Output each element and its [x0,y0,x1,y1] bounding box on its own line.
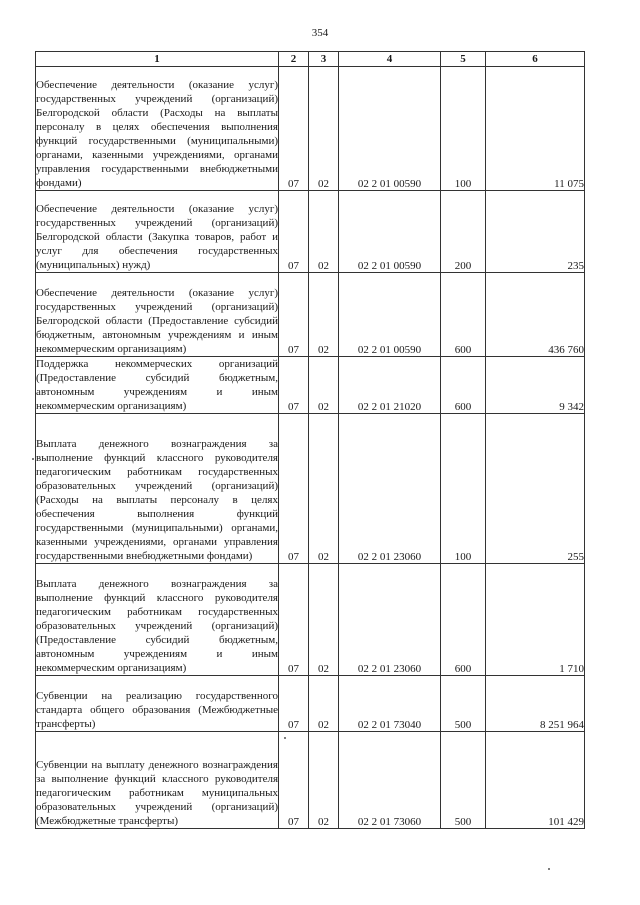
row-section: 07 [279,67,309,191]
row-section: 07 [279,357,309,414]
table-row [36,414,585,564]
row-target-article: 02 2 01 73060 [339,732,441,829]
row-description: Субвенции на выплату денежного вознаграждения за выполнение функций классного руководителя педагогическим работникам муниципальных образовательных учреждений (организаций) (Межбюджетные трансферты) [36,732,279,829]
header-cell-target-article: 4 [339,52,441,67]
header-cell-amount: 6 [486,52,585,67]
row-subsection: 02 [309,732,339,829]
row-description: Обеспечение деятельности (оказание услуг) государственных учреждений (организаций) Белгородской области (Расходы на выплаты персоналу в целях обеспечения выполнения функций государственными (муниципальными) органами, казенными учреждениями, органами управления государственными внебюджетными фондами) [36,67,279,191]
row-expense-type: 100 [441,67,486,191]
row-amount: 101 429 [486,732,585,829]
row-description: Обеспечение деятельности (оказание услуг) государственных учреждений (организаций) Белгородской области (Закупка товаров, работ и услуг для обеспечения государственных (муниципальных) нужд) [36,191,279,273]
header-cell-description: 1 [36,52,279,67]
row-subsection: 02 [309,191,339,273]
row-amount: 9 342 [486,357,585,414]
row-subsection: 02 [309,273,339,357]
row-subsection: 02 [309,67,339,191]
row-expense-type: 600 [441,357,486,414]
row-target-article: 02 2 01 00590 [339,273,441,357]
row-section: 07 [279,273,309,357]
header-cell-subsection: 3 [309,52,339,67]
table-row [36,273,585,357]
row-description: Поддержка некоммерческих организаций (Предоставление субсидий бюджетным, автономным учреждениям и иным некоммерческим организациям) [36,358,278,412]
row-amount: 255 [486,414,585,564]
header-cell-section: 2 [279,52,309,67]
row-section: 07 [279,564,309,676]
row-target-article: 02 2 01 73040 [339,676,441,732]
row-amount: 11 075 [486,67,585,191]
row-amount: 8 251 964 [486,676,585,732]
row-section: 07 [279,191,309,273]
row-subsection: 02 [309,676,339,732]
budget-table [35,51,585,829]
row-expense-type: 500 [441,676,486,732]
row-subsection: 02 [309,357,339,414]
page-number: 354 [311,27,329,39]
row-subsection: 02 [309,564,339,676]
row-amount: 235 [486,191,585,273]
row-target-article: 02 2 01 00590 [339,67,441,191]
row-expense-type: 100 [441,414,486,564]
row-expense-type: 500 [441,732,486,829]
scan-speck [548,868,550,870]
row-section: 07 [279,732,309,829]
table-row [36,357,585,414]
row-expense-type: 600 [441,564,486,676]
table-row [36,732,585,829]
row-description: Обеспечение деятельности (оказание услуг) государственных учреждений (организаций) Белгородской области (Предоставление субсидий бюджетным, автономным учреждениям и иным некоммерческим организациям) [36,273,279,357]
scan-speck [32,458,34,460]
row-description: Выплата денежного вознаграждения за выполнение функций классного руководителя педагогическим работникам государственных образовательных учреждений (организаций) (Расходы на выплаты персоналу в целях обеспечения выполнения функций государственными (муниципальными) органами, казенными учреждениями, органами управления государственными внебюджетными фондами) [36,414,279,564]
row-description: Выплата денежного вознаграждения за выполнение функций классного руководителя педагогическим работникам государственных образовательных учреждений (организаций) (Предоставление субсидий бюджетным, автономным учреждениям и иным некоммерческим организациям) [36,564,279,676]
row-expense-type: 600 [441,273,486,357]
row-target-article: 02 2 01 23060 [339,414,441,564]
row-target-article: 02 2 01 00590 [339,191,441,273]
table-row [36,67,585,191]
row-section: 07 [279,676,309,732]
row-amount: 436 760 [486,273,585,357]
row-section: 07 [279,414,309,564]
row-expense-type: 200 [441,191,486,273]
row-target-article: 02 2 01 23060 [339,564,441,676]
row-subsection: 02 [309,414,339,564]
row-description: Субвенции на реализацию государственного стандарта общего образования (Межбюджетные трансферты) [36,676,279,732]
header-row [36,52,585,67]
header-cell-expense-type: 5 [441,52,486,67]
table-row [36,676,585,732]
scan-speck [284,737,286,739]
table-row [36,191,585,273]
table-row [36,564,585,676]
row-amount: 1 710 [486,564,585,676]
row-target-article: 02 2 01 21020 [339,357,441,414]
